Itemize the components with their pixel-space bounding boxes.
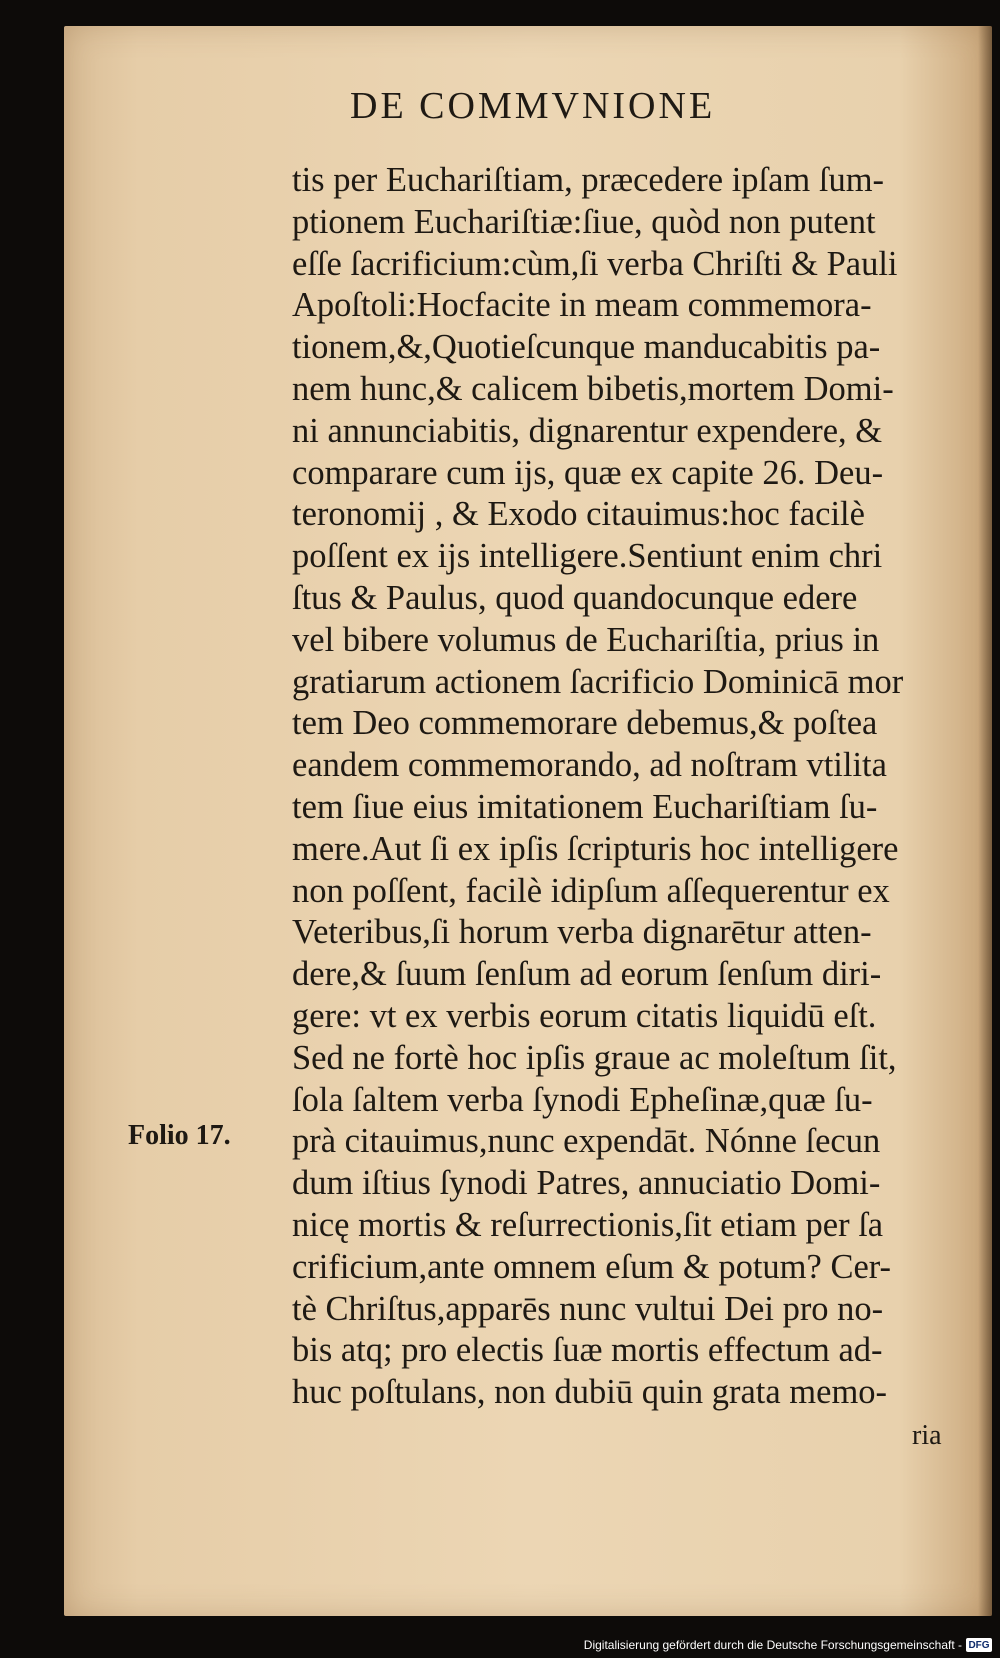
text-line: Sed ne fortè hoc ipſis graue ac moleſtum ſit,: [292, 1038, 897, 1077]
text-line: ſtus & Paulus, quod quandocunque edere: [292, 578, 858, 617]
text-line: dum iſtius ſynodi Patres, annuciatio Domi-: [292, 1164, 881, 1203]
text-line: non poſſent, facilè idipſum aſſequerentur ex: [292, 871, 890, 910]
text-line: nem hunc,& calicem bibetis,mortem Domi-: [292, 369, 894, 408]
text-line: ni annunciabitis, dignarentur expendere, &: [292, 411, 883, 450]
text-line: comparare cum ijs, quæ ex capite 26. Deu-: [292, 453, 884, 492]
text-line: teronomij , & Exodo citauimus:hoc facilè: [292, 495, 865, 534]
text-line: nicę mortis & reſurrectionis,ſit etiam per ſa: [292, 1205, 884, 1244]
text-line: ptionem Euchariſtiæ:ſiue, quòd non putent: [292, 202, 876, 241]
page-edge-shadow: [978, 26, 992, 1616]
running-header: DE COMMVNIONE: [350, 85, 716, 127]
text-line: tis per Euchariſtiam, præcedere ipſam ſum-: [292, 161, 885, 199]
body-text: [292, 160, 972, 1414]
footer-text: Digitalisierung gefördert durch die Deutsche Forschungsgemeinschaft -: [583, 1638, 962, 1652]
text-line: tionem,&,Quotieſcunque manducabitis pa-: [292, 328, 881, 367]
dfg-logo: DFG: [966, 1638, 992, 1652]
text-line: eſſe ſacrificium:cùm,ſi verba Chriſti & Pauli: [292, 244, 898, 283]
text-line: gratiarum actionem ſacrificio Dominicā mor: [292, 662, 904, 701]
text-line: poſſent ex ijs intelligere.Sentiunt enim chri: [292, 537, 883, 576]
catchword: ria: [912, 1420, 942, 1451]
text-line: bis atq; pro electis ſuæ mortis effectum ad-: [292, 1331, 883, 1370]
text-line: mere.Aut ſi ex ipſis ſcripturis hoc intelligere: [292, 829, 899, 868]
text-line: eandem commemorando, ad noſtram vtilita: [292, 746, 887, 785]
text-line: ſola ſaltem verba ſynodi Epheſinæ,quæ ſu-: [292, 1080, 873, 1119]
text-line: crificium,ante omnem eſum & potum? Cer-: [292, 1247, 892, 1286]
text-line: gere: vt ex verbis eorum citatis liquidū eſt.: [292, 996, 877, 1035]
text-line: huc poſtulans, non dubiū quin grata memo-: [292, 1373, 888, 1412]
text-line: tem Deo commemorare debemus,& poſtea: [292, 704, 878, 743]
text-line: tem ſiue eius imitationem Euchariſtiam ſu-: [292, 787, 878, 826]
digitization-footer: [584, 1638, 992, 1652]
text-line: dere,& ſuum ſenſum ad eorum ſenſum diri-: [292, 955, 882, 994]
text-line: Veteribus,ſi horum verba dignarētur atten-: [292, 913, 872, 952]
text-line: Apoſtoli:Hocfacite in meam commemora-: [292, 286, 872, 325]
marginal-note: Folio 17.: [128, 1120, 231, 1151]
text-line: tè Chriſtus,apparēs nunc vultui Dei pro no-: [292, 1289, 884, 1328]
text-line: prà citauimus,nunc expendāt. Nónne ſecun: [292, 1122, 881, 1161]
text-line: vel bibere volumus de Euchariſtia, prius in: [292, 620, 880, 659]
